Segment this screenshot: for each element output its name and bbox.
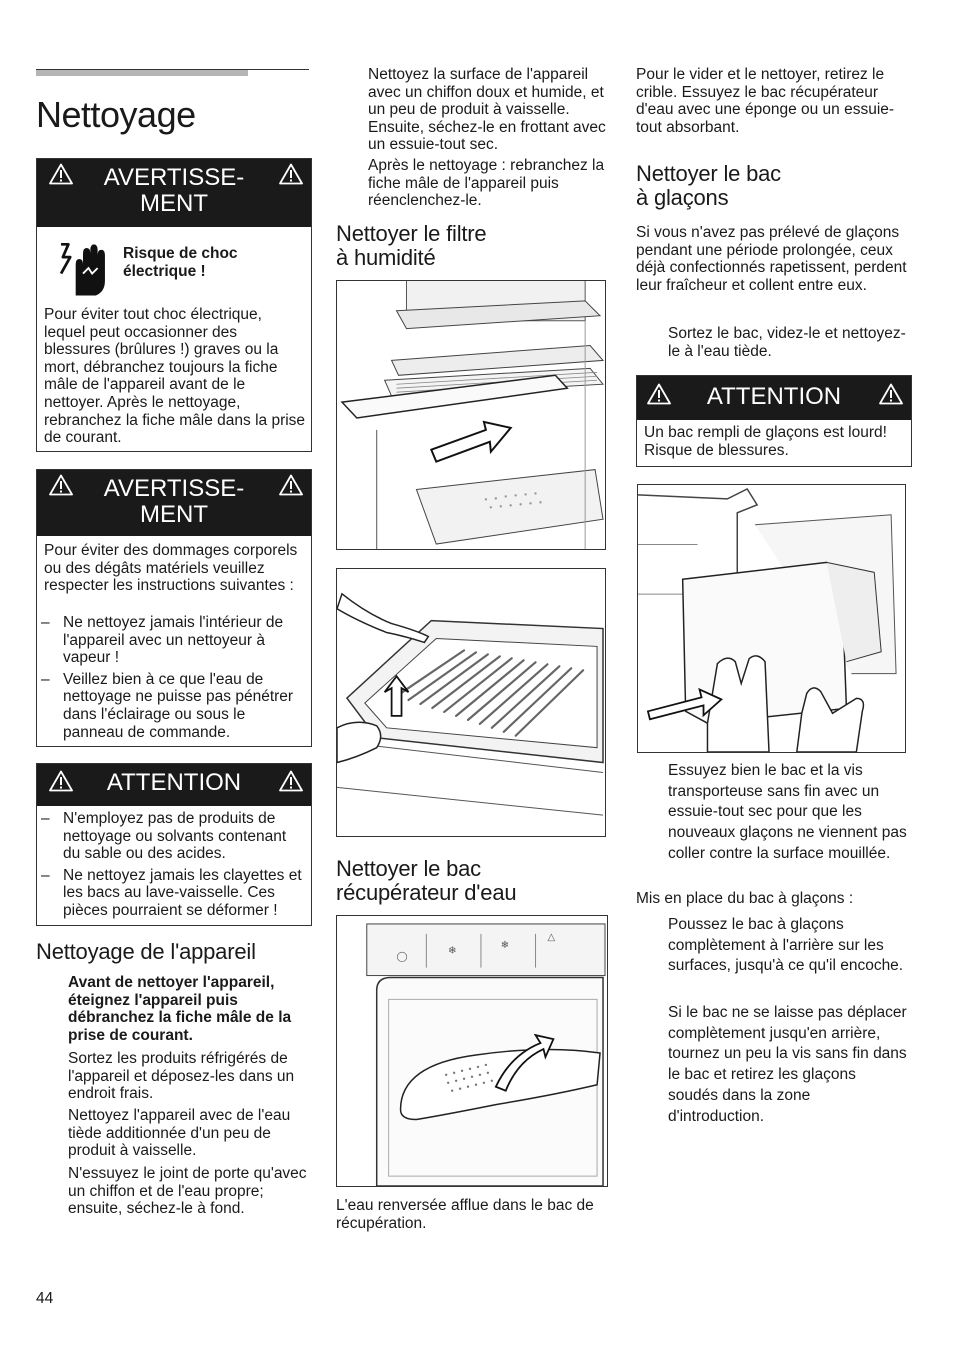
warning-list <box>39 614 307 745</box>
warning-triangle-icon <box>647 383 671 405</box>
attention-list <box>39 810 307 924</box>
section-title-filter: Nettoyer le filtre à humidité <box>336 221 487 270</box>
attention-title: ATTENTION <box>106 769 242 796</box>
paragraph: Pour le vider et le nettoyer, retirez le crible. Essuyez le bac récupérateur d'eau avec une éponge ou un essuie-tout absorbant. <box>636 66 895 136</box>
warning-intro: Pour éviter des dommages corporels ou des dégâts matériels veuillez respecter les instructions suivantes : <box>44 542 298 595</box>
section-title-ice-tray: Nettoyer le bac à glaçons <box>636 161 781 210</box>
paragraph: N'essuyez le joint de porte qu'avec un chiffon et de l'eau propre; ensuite, séchez-le à fond. <box>68 1165 307 1218</box>
attention-box-heavy <box>636 375 912 467</box>
section-title-drip-tray: Nettoyer le bac récupérateur d'eau <box>336 856 517 905</box>
list-item: – Ne nettoyez jamais l'intérieur de l'appareil avec un nettoyeur à vapeur ! <box>41 614 284 667</box>
bold-instruction: Avant de nettoyer l'appareil, éteignez l'appareil puis débranchez la fiche mâle de la prise de courant. <box>68 974 292 1044</box>
filter-shelf-drawing <box>337 281 605 549</box>
paragraph: Nettoyez l'appareil avec de l'eau tiède additionnée d'un peu de produit à vaisselle. <box>68 1107 291 1160</box>
warning-triangle-icon <box>49 474 73 496</box>
svg-text:❄: ❄ <box>500 939 510 951</box>
warning-title: AVERTISSE- MENT <box>103 164 245 217</box>
filter-lift-illustration <box>336 568 606 837</box>
paragraph: Sortez le bac, videz-le et nettoyez-le à l'eau tiède. <box>668 325 906 360</box>
warning-triangle-icon <box>879 383 903 405</box>
drip-caption: L'eau renversée afflue dans le bac de récupération. <box>336 1197 594 1232</box>
svg-text:△: △ <box>547 931 556 943</box>
electric-shock-hand-icon <box>55 237 111 301</box>
warning-triangle-icon <box>279 770 303 792</box>
drip-tray-illustration <box>336 915 608 1187</box>
list-item: – Veillez bien à ce que l'eau de nettoyage ne puisse pas pénétrer dans l'éclairage ou sous le panneau de commande. <box>41 670 294 741</box>
list-item: – N'employez pas de produits de nettoyage ou solvants contenant du sable ou des acides. <box>41 810 287 863</box>
ice-tray-drawing <box>638 485 905 752</box>
paragraph: Si le bac ne se laisse pas déplacer complètement jusqu'en arrière, tournez un peu la vis sans fin dans le bac et retirez les glaçons soudés dans la zone d'introduction. <box>668 1004 907 1125</box>
warning-body: Pour éviter tout choc électrique, lequel peut occasionner des blessures (brûlures !) graves ou la mort, débranchez toujours la fiche mâle de l'appareil avant de le nettoyer. Après le nettoyage, rebranchez la fiche mâle dans la prise de courant. <box>44 306 306 447</box>
warning-triangle-icon <box>279 474 303 496</box>
warning-title: AVERTISSE- MENT <box>103 475 245 528</box>
warning-triangle-icon <box>49 163 73 185</box>
warning-box-electric <box>36 158 312 452</box>
paragraph: Poussez le bac à glaçons complètement à l'arrière sur les surfaces, jusqu'à ce qu'il encoche. <box>668 916 904 975</box>
svg-text:◯: ◯ <box>396 951 408 963</box>
paragraph: Essuyez bien le bac et la vis transporteuse sans fin avec un essuie-tout sec pour que les nouveaux glaçons ne viennent pas coller contre la surface mouillée. <box>668 762 907 862</box>
page-number: 44 <box>36 1290 54 1307</box>
warning-box-steam <box>36 469 312 747</box>
attention-title: ATTENTION <box>706 383 842 410</box>
filter-grid-drawing <box>337 569 605 836</box>
warning-header <box>37 470 311 536</box>
dispenser-drawing <box>337 916 607 1186</box>
attention-box-solvents <box>36 763 312 926</box>
risk-label: Risque de choc électrique ! <box>123 245 238 280</box>
attention-header <box>37 764 311 806</box>
paragraph: Après le nettoyage : rebranchez la fiche mâle de l'appareil puis réenclenchez-le. <box>368 157 605 210</box>
section-title-appliance: Nettoyage de l'appareil <box>36 939 256 964</box>
warning-header <box>37 159 311 227</box>
warning-triangle-icon <box>279 163 303 185</box>
warning-triangle-icon <box>49 770 73 792</box>
header-bar <box>36 70 248 76</box>
page-title: Nettoyage <box>36 94 196 135</box>
paragraph: Si vous n'avez pas prélevé de glaçons pendant une période prolongée, ceux déjà confectionnés rapetissent, perdent leur fraîcheur et collent entre eux. <box>636 224 907 294</box>
ice-tray-illustration <box>637 484 906 753</box>
paragraph: Nettoyez la surface de l'appareil avec un chiffon doux et humide, et un peu de produit à vaisselle. Ensuite, séchez-le en frottant avec un essuie-tout sec. <box>368 66 606 154</box>
attention-header <box>637 376 911 420</box>
paragraph: Sortez les produits réfrigérés de l'appareil et déposez-les dans un endroit frais. <box>68 1050 295 1103</box>
svg-text:❄: ❄ <box>448 945 457 957</box>
list-item: – Ne nettoyez jamais les clayettes et les bacs au lave-vaisselle. Ces pièces pourraient se déformer ! <box>41 866 302 919</box>
filter-removal-illustration <box>336 280 606 550</box>
attention-body: Un bac rempli de glaçons est lourd! Risque de blessures. <box>644 424 887 459</box>
placement-label: Mis en place du bac à glaçons : <box>636 890 854 907</box>
